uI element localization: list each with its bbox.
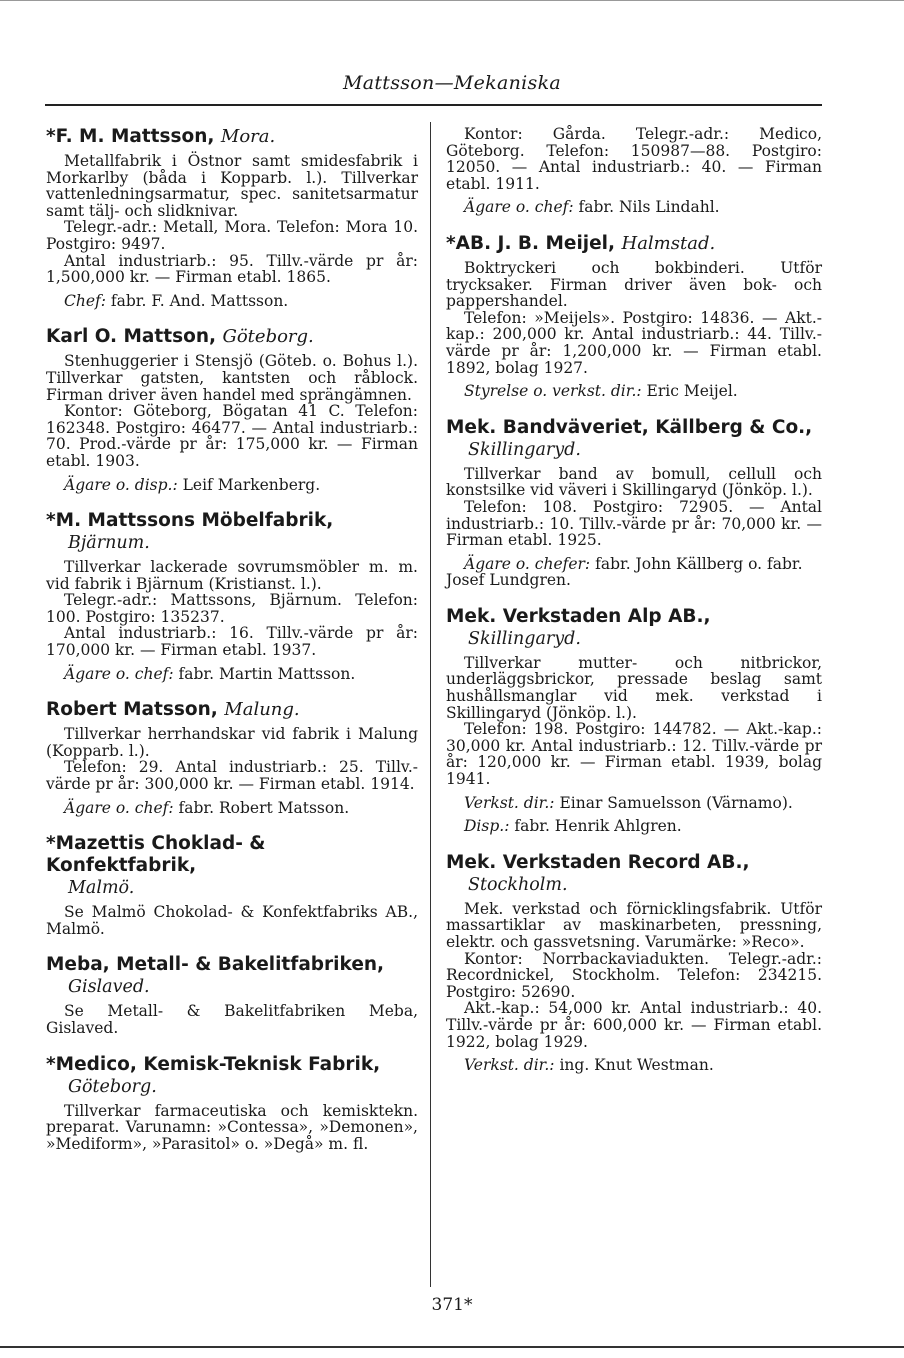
entry-paragraph: Tillverkar herrhandskar vid fabrik i Malung (Kopparb. l.). (46, 725, 418, 760)
company-name (46, 326, 418, 348)
company-entry (446, 852, 822, 1074)
role-label: Ägare o. chef: (464, 198, 574, 217)
company-location: Malung. (224, 699, 300, 721)
company-name-text: Meba, Metall- & Bakelitfabriken, (46, 954, 385, 976)
company-entry (46, 326, 418, 493)
entry-role (446, 795, 822, 812)
entry-paragraph: Telefon: 29. Antal industriarb.: 25. Tillv.-värde pr år: 300,000 kr. — Firman etabl. 1914. (46, 758, 418, 794)
entry-paragraph: Metallfabrik i Östnor samt smidesfabrik i Morkarlby (båda i Kopparb. l.). Tillverkar vattenledningsarmatur, spec. sanitetsarmatur samt tälj- och slidknivar. (46, 152, 418, 220)
company-location: Skillingaryd. (468, 439, 581, 460)
entry-paragraph: Tillverkar lackerade sovrumsmöbler m. m. vid fabrik i Bjärnum (Kristianst. l.). (46, 558, 418, 593)
company-name-text: Mek. Bandväveriet, Källberg & Co., (446, 416, 813, 438)
company-name-text: Mek. Verkstaden Alp AB., (446, 605, 711, 627)
entry-paragraph: Se Metall- & Bakelitfabriken Meba, Gislaved. (46, 1002, 418, 1037)
company-entry (46, 699, 418, 816)
entry-paragraph: Tillverkar mutter- och nitbrickor, underläggsbrickor, pressade beslag samt hushållsmanglar vid mek. verkstad i Skillingaryd (Jönköp. l.). (446, 653, 822, 722)
entry-paragraph: Antal industriarb.: 16. Tillv.-värde pr år: 170,000 kr. — Firman etabl. 1937. (46, 624, 418, 660)
entry-role (46, 477, 418, 494)
role-label: Chef: (64, 291, 106, 310)
company-location: Gislaved. (68, 977, 150, 998)
company-entry (446, 126, 822, 216)
company-location: Halmstad. (621, 232, 716, 254)
entry-paragraph: Kontor: Göteborg, Bögatan 41 C. Telefon: 162348. Postgiro: 46477. — Antal industriarb.: 70. Prod.-värde pr år: 175,000 kr. — Firman etabl. 1903. (46, 402, 418, 470)
company-name (446, 233, 822, 255)
company-name (46, 510, 418, 532)
entry-paragraph: Akt.-kap.: 54,000 kr. Antal industriarb.: 40. Tillv.-värde pr år: 600,000 kr. — Firman etabl. 1922, bolag 1929. (446, 999, 822, 1051)
company-entry (446, 233, 822, 400)
company-name (46, 1054, 418, 1076)
entry-paragraph: Antal industriarb.: 95. Tillv.-värde pr år: 1,500,000 kr. — Firman etabl. 1865. (46, 251, 418, 287)
company-name (446, 417, 822, 439)
entry-role (446, 818, 822, 835)
company-entry (46, 833, 418, 937)
page-header: Mattsson—Mekaniska (342, 72, 562, 94)
role-label: Verkst. dir.: (464, 793, 555, 812)
entry-paragraph: Kontor: Norrbackaviadukten. Telegr.-adr.: Recordnickel, Stockholm. Telefon: 234215. Postgiro: 52690. (446, 949, 822, 1001)
entry-role (46, 666, 418, 683)
entry-paragraph: Telefon: 108. Postgiro: 72905. — Antal industriarb.: 10. Tillv.-värde pr år: 70,000 kr. — Firman etabl. 1925. (446, 497, 822, 550)
company-name-text: Mek. Verkstaden Record AB., (446, 851, 750, 873)
left-column (46, 126, 418, 1169)
entry-paragraph: Mek. verkstad och förnicklingsfabrik. Utför massartiklar av maskinarbeten, pressning, elektr. och gassvetsning. Varumärke: »Reco». (446, 899, 822, 951)
role-value: fabr. F. And. Mattsson. (105, 291, 289, 310)
header-rule (45, 104, 822, 106)
entry-paragraph: Telefon: 198. Postgiro: 144782. — Akt.-kap.: 30,000 kr. Antal industriarb.: 12. Tillv.-värde pr år: 120,000 kr. — Firman etabl. 1939, bolag 1941. (446, 720, 822, 789)
role-value: Leif Markenberg. (177, 475, 321, 494)
role-label: Disp.: (464, 817, 510, 836)
company-entry (446, 606, 822, 835)
role-value: fabr. Martin Mattsson. (173, 664, 356, 683)
column-divider (430, 122, 431, 1287)
company-name (46, 954, 418, 976)
entry-paragraph: Telegr.-adr.: Metall, Mora. Telefon: Mora 10. Postgiro: 9497. (46, 218, 418, 253)
role-label: Ägare o. chefer: (464, 554, 591, 573)
entry-role (446, 556, 822, 589)
role-value: ing. Knut Westman. (554, 1056, 714, 1075)
company-name (46, 126, 418, 148)
right-column (446, 126, 822, 1091)
company-name (46, 833, 418, 877)
role-value: fabr. John Källberg o. fabr. Josef Lundgren. (446, 554, 803, 590)
company-entry (46, 510, 418, 682)
company-entry (446, 417, 822, 589)
company-name (46, 699, 418, 721)
company-name-text: *AB. J. B. Meijel, (446, 232, 616, 254)
entry-role (446, 1057, 822, 1074)
company-location: Skillingaryd. (468, 628, 581, 649)
company-location: Mora. (220, 126, 276, 147)
company-location: Malmö. (68, 878, 135, 899)
entry-role (46, 293, 418, 310)
company-location: Stockholm. (468, 874, 568, 895)
company-name-text: Robert Matsson, (46, 699, 218, 721)
entry-paragraph: Telegr.-adr.: Mattssons, Bjärnum. Telefon: 100. Postgiro: 135237. (46, 591, 418, 626)
company-entry (46, 126, 418, 309)
entry-paragraph: Boktryckeri och bokbinderi. Utför trycksaker. Firman driver även bok- och pappershandel. (446, 258, 822, 311)
company-entry (46, 1054, 418, 1153)
entry-paragraph: Se Malmö Chokolad- & Konfektfabriks AB., Malmö. (46, 903, 418, 938)
entry-paragraph: Stenhuggerier i Stensjö (Göteb. o. Bohus l.). Tillverkar gatsten, kantsten och råblock. Firman driver även handel med sprängämnen. (46, 352, 418, 404)
company-name (446, 606, 822, 628)
role-label: Verkst. dir.: (464, 1056, 555, 1075)
company-name-text: Karl O. Mattson, (46, 326, 217, 348)
entry-role (446, 383, 822, 400)
role-value: Einar Samuelsson (Värnamo). (554, 793, 793, 812)
entry-paragraph: Tillverkar band av bomull, cellull och konstsilke vid väveri i Skillingaryd (Jönköp. l.). (446, 464, 822, 500)
role-label: Ägare o. disp.: (64, 475, 178, 494)
role-value: fabr. Robert Matsson. (173, 798, 350, 817)
entry-paragraph: Tillverkar farmaceutiska och kemisktekn. preparat. Varunamn: »Contessa», »Demonen», »Mediform», »Parasitol» o. »Degå» m. fl. (46, 1101, 418, 1153)
entry-paragraph: Kontor: Gårda. Telegr.-adr.: Medico, Göteborg. Telefon: 150987—88. Postgiro: 12050. — Antal industriarb.: 40. — Firman etabl. 1911. (446, 125, 822, 193)
entry-role (46, 800, 418, 817)
role-value: fabr. Henrik Ahlgren. (509, 817, 682, 836)
company-entry (46, 954, 418, 1036)
company-name-text: *M. Mattssons Möbelfabrik, (46, 510, 334, 532)
company-location: Göteborg. (222, 326, 314, 348)
role-label: Styrelse o. verkst. dir.: (464, 382, 642, 401)
company-name-text: *F. M. Mattsson, (46, 126, 215, 147)
role-value: fabr. Nils Lindahl. (573, 198, 720, 217)
company-name (446, 852, 822, 874)
entry-paragraph: Telefon: »Meijels». Postgiro: 14836. — Akt.-kap.: 200,000 kr. Antal industriarb.: 44. Tillv.-värde pr år: 1,200,000 kr. — Firman etabl. 1892, bolag 1927. (446, 308, 822, 377)
company-name-text: *Mazettis Choklad- & Konfektfabrik, (46, 833, 266, 877)
role-value: Eric Meijel. (641, 382, 738, 401)
role-label: Ägare o. chef: (64, 664, 174, 683)
page-number: 371* (431, 1295, 473, 1315)
bottom-edge-line (0, 1346, 904, 1348)
company-name-text: *Medico, Kemisk-Teknisk Fabrik, (46, 1053, 381, 1075)
role-label: Ägare o. chef: (64, 798, 174, 817)
entry-role (446, 199, 822, 216)
company-location: Göteborg. (68, 1076, 157, 1097)
company-location: Bjärnum. (68, 533, 150, 554)
top-edge-line (0, 0, 904, 1)
